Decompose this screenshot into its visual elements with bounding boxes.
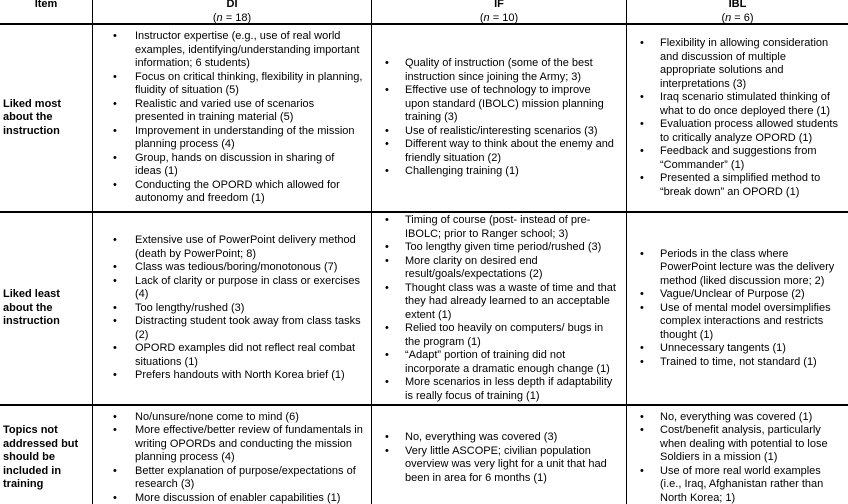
bullet-icon: • xyxy=(385,57,389,70)
bullet-item-text: Flexibility in allowing consideration and discussion of multiple appropriate solutions and interpretations (3) xyxy=(660,37,829,90)
bullet-icon: • xyxy=(113,234,117,247)
bullet-icon: • xyxy=(385,349,389,361)
bullet-icon: • xyxy=(113,301,117,314)
bullet-item-text: Improvement in understanding of the mission planning process (4) xyxy=(135,124,355,151)
bullet-item-text: Presented a simplified method to “break down” an OPORD (1) xyxy=(660,172,821,198)
paren: ( xyxy=(479,11,484,23)
bullet-icon: • xyxy=(113,151,117,164)
bullet-item-text: More scenarios in less depth if adaptability is really focus of training (1) xyxy=(405,376,613,402)
column-header-item: Item xyxy=(34,0,58,10)
bullet-item xyxy=(93,98,363,125)
bullet-item xyxy=(372,84,618,125)
bullet-icon: • xyxy=(640,172,644,184)
bullet-icon: • xyxy=(385,444,389,457)
bullet-item xyxy=(627,91,840,118)
bullet-item xyxy=(372,214,618,241)
bullet-icon: • xyxy=(640,145,644,157)
cell-topics-if xyxy=(372,406,627,504)
header-cell-item xyxy=(0,0,93,23)
bullet-icon: • xyxy=(113,464,117,477)
table-row-liked-least xyxy=(0,213,848,406)
bullet-icon: • xyxy=(113,30,117,43)
bullet-item-text: Very little ASCOPE; civilian population overview was very light for a unit that had been in area for 6 months (1) xyxy=(405,444,607,484)
bullet-icon: • xyxy=(385,281,389,294)
bullet-item xyxy=(93,315,363,342)
bullet-icon: • xyxy=(385,214,389,226)
bullet-icon: • xyxy=(113,124,117,137)
table-row-topics-not-addressed xyxy=(0,406,848,504)
bullet-icon: • xyxy=(113,315,117,328)
n-symbol: n xyxy=(483,11,490,23)
bullet-item xyxy=(93,234,363,261)
bullet-item xyxy=(372,57,618,84)
row-label-liked-least: Liked least about the instruction xyxy=(0,213,93,404)
row-label-liked-most: Liked most about the instruction xyxy=(0,25,93,211)
bullet-item xyxy=(627,288,840,302)
bullet-item xyxy=(627,424,840,465)
bullet-item-text: Iraq scenario stimulated thinking of what to do once deployed there (1) xyxy=(660,91,831,117)
bullet-icon: • xyxy=(113,261,117,274)
table-row-liked-most xyxy=(0,25,848,213)
column-header-ibl: IBL xyxy=(728,0,747,10)
bullet-item xyxy=(93,275,363,302)
bullet-icon: • xyxy=(385,376,389,388)
bullet-item-text: Group, hands on discussion in sharing of ideas (1) xyxy=(135,151,335,178)
header-cell-if xyxy=(372,0,627,23)
bullet-item xyxy=(627,465,840,504)
bullet-icon: • xyxy=(385,241,389,253)
bullet-item-text: Conducting the OPORD which allowed for autonomy and freedom (1) xyxy=(135,178,340,205)
column-header-ibl-n xyxy=(721,12,753,24)
bullet-item xyxy=(627,37,840,91)
bullet-item xyxy=(372,165,618,179)
bullet-icon: • xyxy=(385,431,389,443)
bullet-icon: • xyxy=(113,369,117,382)
bullet-item-text: Better explanation of purpose/expectations of research (3) xyxy=(135,464,356,491)
bullet-item-text: Use of mental model oversimplifies complex interactions and restricts thought (1) xyxy=(660,301,831,341)
n-value: = 6) xyxy=(731,11,754,23)
bullet-item xyxy=(372,376,618,403)
bullet-item-text: Challenging training (1) xyxy=(405,165,519,178)
bullet-item-text: Instructor expertise (e.g., use of real world examples, identifying/understanding important information; 6 students) xyxy=(135,30,360,70)
bullet-item-text: More discussion of enabler capabilities (1) xyxy=(135,491,341,504)
cell-topics-di xyxy=(93,406,372,504)
bullet-item xyxy=(93,261,363,275)
bullet-icon: • xyxy=(640,288,644,301)
bullet-item xyxy=(627,356,840,370)
cell-liked-least-ibl xyxy=(627,213,848,404)
bullet-icon: • xyxy=(640,355,644,368)
column-header-if-n xyxy=(480,12,518,24)
bullet-item xyxy=(93,152,363,179)
bullet-item-text: Prefers handouts with North Korea brief (1) xyxy=(135,369,345,382)
bullet-item-text: Extensive use of PowerPoint delivery method (death by PowerPoint; 8) xyxy=(135,234,356,260)
bullet-item-text: No, everything was covered (3) xyxy=(405,431,558,443)
cell-liked-most-ibl xyxy=(627,25,848,211)
bullet-item xyxy=(372,255,618,282)
bullet-item xyxy=(372,138,618,165)
bullet-item-text: Too lengthy/rushed (3) xyxy=(135,301,245,314)
bullet-item-text: No, everything was covered (1) xyxy=(660,410,813,423)
n-value: = 10) xyxy=(489,11,519,23)
bullet-item xyxy=(627,118,840,145)
bullet-item-text: Realistic and varied use of scenarios presented in training material (5) xyxy=(135,97,315,124)
bullet-item-text: Vague/Unclear of Purpose (2) xyxy=(660,288,805,301)
bullet-icon: • xyxy=(640,342,644,355)
bullet-item-text: Relied too heavily on computers/ bugs in the program (1) xyxy=(405,322,604,348)
bullet-item-text: Use of more real world examples (i.e., Iraq, Afghanistan rather than North Korea; 1) xyxy=(660,464,824,504)
bullet-item-text: Thought class was a waste of time and that they had already learned to an acceptable extent (1) xyxy=(405,281,616,321)
cell-liked-least-if xyxy=(372,213,627,404)
bullet-item xyxy=(93,492,363,504)
bullet-item xyxy=(627,145,840,172)
bullet-item-text: OPORD examples did not reflect real combat situations (1) xyxy=(135,342,356,368)
bullet-item xyxy=(93,125,363,152)
column-header-di: DI xyxy=(226,0,238,10)
row-label-topics-not-addressed: Topics not addressed but should be included in training xyxy=(0,406,93,504)
bullet-item xyxy=(627,411,840,425)
header-cell-ibl xyxy=(627,0,848,23)
cell-liked-most-di xyxy=(93,25,372,211)
bullet-icon: • xyxy=(640,247,644,260)
cell-topics-ibl xyxy=(627,406,848,504)
bullet-icon: • xyxy=(385,322,389,334)
bullet-icon: • xyxy=(640,424,644,437)
bullet-item-text: Unnecessary tangents (1) xyxy=(660,342,786,355)
n-symbol: n xyxy=(216,11,223,23)
n-value: = 18) xyxy=(222,11,252,23)
bullet-icon: • xyxy=(385,84,389,97)
bullet-icon: • xyxy=(113,274,117,287)
bullet-icon: • xyxy=(385,165,389,178)
bullet-item xyxy=(372,431,618,445)
n-symbol: n xyxy=(725,11,732,23)
bullet-icon: • xyxy=(113,97,117,110)
bullet-icon: • xyxy=(113,491,117,504)
bullet-icon: • xyxy=(385,138,389,151)
bullet-item-text: Class was tedious/boring/monotonous (7) xyxy=(135,261,338,274)
bullet-item xyxy=(93,411,363,425)
bullet-item-text: More clarity on desired end result/goals/expectations (2) xyxy=(405,254,543,280)
bullet-item xyxy=(93,369,363,383)
bullet-icon: • xyxy=(113,424,117,437)
bullet-icon: • xyxy=(385,254,389,267)
table-header-row xyxy=(0,0,848,25)
bullet-item-text: Lack of clarity or purpose in class or exercises (4) xyxy=(135,274,360,301)
bullet-icon: • xyxy=(640,301,644,314)
bullet-item xyxy=(93,465,363,492)
bullet-icon: • xyxy=(640,91,644,103)
bullet-icon: • xyxy=(640,37,644,49)
bullet-item-text: No/unsure/none come to mind (6) xyxy=(135,410,299,423)
bullet-icon: • xyxy=(113,178,117,191)
bullet-item-text: Focus on critical thinking, flexibility in planning, fluidity of situation (5) xyxy=(135,70,363,97)
bullet-item xyxy=(372,322,618,349)
bullet-icon: • xyxy=(640,410,644,423)
bullet-item xyxy=(93,302,363,316)
paren: ( xyxy=(721,11,726,23)
bullet-item-text: Periods in the class where PowerPoint lecture was the delivery method (liked discussion more; 2) xyxy=(660,247,835,287)
column-header-di-n xyxy=(213,12,251,24)
bullet-item-text: Trained to time, not standard (1) xyxy=(660,355,817,368)
bullet-item xyxy=(372,349,618,376)
bullet-icon: • xyxy=(113,410,117,423)
bullet-item xyxy=(93,179,363,206)
bullet-item-text: Effective use of technology to improve upon standard (IBOLC) mission planning training (3) xyxy=(405,84,604,124)
bullet-item-text: Cost/benefit analysis, particularly when dealing with potential to lose Soldiers in a mission (1) xyxy=(660,424,828,464)
bullet-icon: • xyxy=(640,464,644,477)
bullet-item xyxy=(372,125,618,139)
bullet-item xyxy=(627,342,840,356)
cell-liked-most-if xyxy=(372,25,627,211)
bullet-item-text: Quality of instruction (some of the best instruction since joining the Army; 3) xyxy=(405,57,593,83)
bullet-item-text: More effective/better review of fundamentals in writing OPORDs and conducting the mission planning process (4) xyxy=(135,424,363,464)
bullet-item-text: Too lengthy given time period/rushed (3) xyxy=(405,241,602,253)
paren: ( xyxy=(212,11,217,23)
bullet-item-text: Use of realistic/interesting scenarios (3) xyxy=(405,124,598,137)
bullet-item xyxy=(627,172,840,199)
bullet-item xyxy=(93,424,363,465)
bullet-item xyxy=(372,282,618,323)
bullet-item xyxy=(93,342,363,369)
bullet-icon: • xyxy=(113,70,117,83)
bullet-item xyxy=(627,248,840,289)
bullet-item xyxy=(93,30,363,71)
bullet-icon: • xyxy=(640,118,644,130)
column-header-if: IF xyxy=(494,0,504,10)
bullet-item-text: Evaluation process allowed students to critically analyze OPORD (1) xyxy=(660,118,838,144)
bullet-item xyxy=(627,302,840,343)
bullet-item-text: “Adapt” portion of training did not incorporate a dramatic enough change (1) xyxy=(405,349,610,375)
cell-liked-least-di xyxy=(93,213,372,404)
bullet-item xyxy=(372,445,618,486)
bullet-item-text: Feedback and suggestions from “Commander” (1) xyxy=(660,145,817,171)
bullet-item-text: Distracting student took away from class tasks (2) xyxy=(135,315,361,341)
bullet-item-text: Timing of course (post- instead of pre-IBOLC; prior to Ranger school; 3) xyxy=(405,214,591,240)
bullet-item xyxy=(372,241,618,255)
bullet-icon: • xyxy=(113,342,117,355)
header-cell-di xyxy=(93,0,372,23)
bullet-item-text: Different way to think about the enemy and friendly situation (2) xyxy=(405,138,614,164)
bullet-item xyxy=(93,71,363,98)
bullet-icon: • xyxy=(385,124,389,137)
